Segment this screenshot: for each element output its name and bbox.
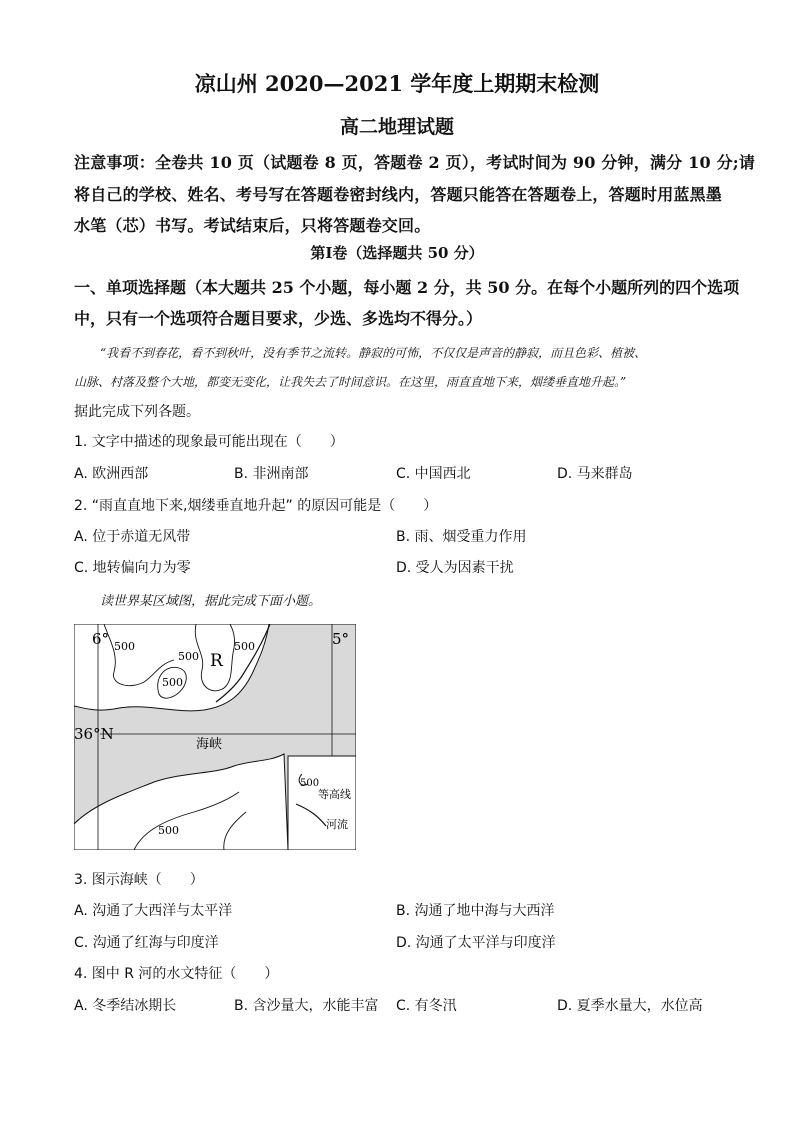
- map-intro: 读世界某区域图，据此完成下面小题。: [100, 594, 322, 609]
- passage-quote-line-1: “我看不到春花，看不到秋叶，没有季节之流转。静寂的可怖，不仅仅是声音的静寂，而且色彩、植被、: [100, 346, 647, 360]
- region-map: [74, 624, 356, 850]
- lon-6-label: 6°: [92, 630, 110, 648]
- contour-label-3: 500: [234, 640, 255, 653]
- exam-title: 凉山州 2020—2021 学年度上期期末检测: [194, 71, 600, 96]
- passage-quote-line-2: 山脉、村落及整个大地，都变无变化，让我失去了时间意识。在这里，雨直直地下来，烟缕垂直地升起。”: [74, 375, 627, 389]
- question-3-option-d[interactable]: D. 沟通了太平洋与印度洋: [396, 935, 556, 951]
- question-4-option-a[interactable]: A. 冬季结冰期长: [74, 998, 177, 1014]
- notice-line-3: 水笔（芯）书写。考试结束后，只将答题卷交回。: [74, 216, 431, 235]
- legend-river-label: 河流: [326, 818, 348, 831]
- question-2-stem: 2. “雨直直地下来,烟缕垂直地升起” 的原因可能是（ ）: [74, 498, 438, 514]
- question-1-stem: 1. 文字中描述的现象最可能出现在（ ）: [74, 434, 344, 450]
- notice-line-1: 注意事项：全卷共 10 页（试题卷 8 页，答题卷 2 页），考试时间为 90 分钟，满分 10 分;请: [74, 153, 756, 172]
- contour-label-4: 500: [162, 676, 183, 689]
- river-r-label: R: [210, 651, 223, 671]
- contour-label-2: 500: [178, 650, 199, 663]
- lat-36n-label: 36°N: [74, 725, 114, 743]
- question-3-stem: 3. 图示海峡（ ）: [74, 872, 204, 888]
- lon-5-label: 5°: [332, 630, 350, 648]
- question-2-option-d[interactable]: D. 受人为因素干扰: [396, 560, 514, 576]
- question-1-option-b[interactable]: B. 非洲南部: [234, 466, 309, 482]
- passage-prompt: 据此完成下列各题。: [74, 404, 200, 420]
- contour-label-1: 500: [114, 640, 135, 653]
- question-4-option-c[interactable]: C. 有冬汛: [396, 998, 457, 1014]
- question-2-option-a[interactable]: A. 位于赤道无风带: [74, 529, 191, 545]
- legend-contour-label: 等高线: [318, 788, 351, 801]
- question-1-option-a[interactable]: A. 欧洲西部: [74, 466, 149, 482]
- question-4-option-b[interactable]: B. 含沙量大，水能丰富: [234, 998, 379, 1014]
- strait-label: 海峡: [196, 737, 223, 752]
- question-1-option-c[interactable]: C. 中国西北: [396, 466, 471, 482]
- question-4-option-d[interactable]: D. 夏季水量大，水位高: [557, 998, 703, 1014]
- question-3-option-a[interactable]: A. 沟通了大西洋与太平洋: [74, 903, 233, 919]
- instruction-line-2: 中，只有一个选项符合题目要求，少选、多选均不得分。）: [74, 309, 483, 328]
- question-2-option-c[interactable]: C. 地转偏向力为零: [74, 560, 191, 576]
- section-title: 第Ⅰ卷（选择题共 50 分）: [310, 244, 484, 262]
- notice-line-2: 将自己的学校、姓名、考号写在答题卷密封线内，答题只能答在答题卷上，答题时用蓝黑墨: [74, 185, 723, 204]
- instruction-line-1: 一、单项选择题（本大题共 25 个小题，每小题 2 分，共 50 分。在每个小题所列的四个选项: [74, 278, 740, 297]
- question-2-option-b[interactable]: B. 雨、烟受重力作用: [396, 529, 527, 545]
- exam-subtitle: 高二地理试题: [339, 116, 454, 138]
- question-4-stem: 4. 图中 R 河的水文特征（ ）: [74, 966, 279, 982]
- legend-contour-value: 500: [300, 778, 320, 789]
- question-3-option-b[interactable]: B. 沟通了地中海与大西洋: [396, 903, 555, 919]
- question-3-option-c[interactable]: C. 沟通了红海与印度洋: [74, 935, 219, 951]
- question-1-option-d[interactable]: D. 马来群岛: [557, 466, 633, 482]
- contour-label-5: 500: [158, 824, 179, 837]
- map-legend: [288, 756, 356, 850]
